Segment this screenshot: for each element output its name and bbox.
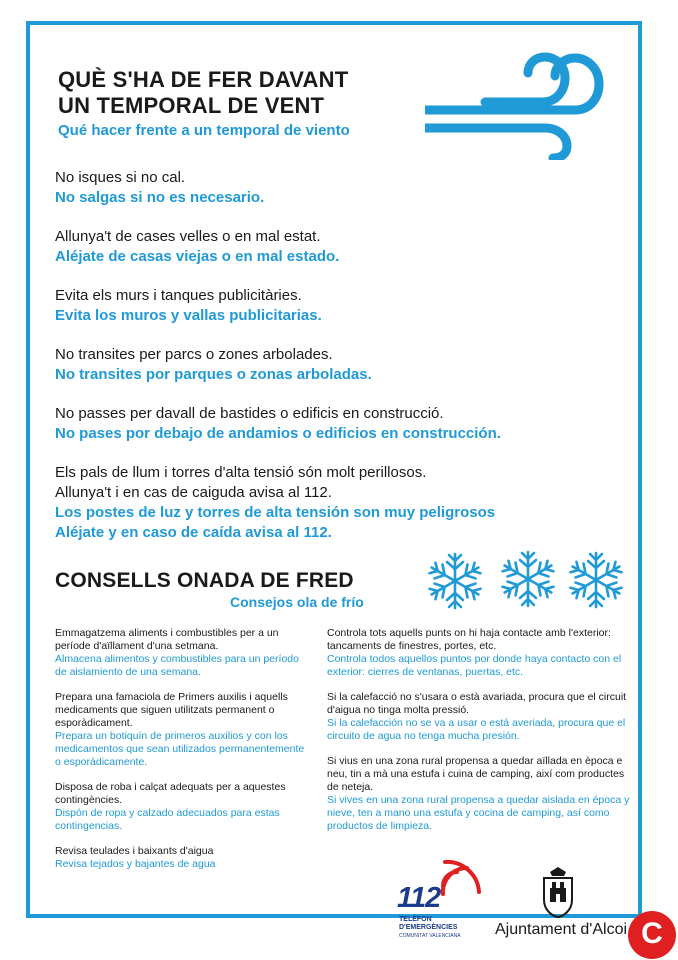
snowflake-icon: [566, 550, 626, 610]
page-title: [58, 67, 418, 119]
list-item: No passes per davall de bastides o edificis en construcció. No pases por debajo de andamios o edificios en construcción.: [55, 405, 501, 442]
snowflake-icon: [498, 549, 558, 609]
list-item: Si la calefacció no s'usara o està avariada, procura que el circuit d'aigua no tinga molta pressió. Si la calefacción no se va a usar o está averiada, procura que el circuito de agua no tenga mucha presión.: [327, 691, 627, 742]
list-item: Emmagatzema aliments i combustibles per a un període d'aïllament d'una setmana. Almacena alimentos y combustibles para un período de aislamiento de una semana.: [55, 627, 299, 678]
title-line-2: UN TEMPORAL DE VENT: [58, 93, 325, 118]
cold-tips-right: [327, 627, 637, 845]
wind-icon: [425, 40, 605, 160]
list-item: Els pals de llum i torres d'alta tensió són molt perillosos. Allunya't i en cas de caiguda avisa al 112. Los postes de luz y torres de alta tensión son muy peligrosos Aléjate y en caso de caída avisa al 112.: [55, 464, 496, 541]
section-subtitle: Consejos ola de frío: [230, 594, 364, 610]
logo-112-text: TELÈFON D'EMERGÈNCIES: [399, 916, 458, 931]
section-title: CONSELLS ONADA DE FRED: [55, 569, 354, 592]
signal-icon: [433, 856, 488, 896]
logo-112: [393, 856, 488, 948]
list-item: Disposa de roba i calçat adequats per a aquestes contingències. Dispón de ropa y calzado adecuados para estas contingencias.: [55, 781, 286, 832]
list-item: Controla tots aquells punts on hi haja contacte amb l'exterior: tancaments de finestres, portes, etc. Controla todos aquellos puntos por donde haya contacto con el exterior: cierres de ventanas, puertas, etc.: [327, 627, 622, 678]
list-item: Evita els murs i tanques publicitàries. Evita los muros y vallas publicitarias.: [55, 287, 322, 324]
logo-112-region: COMUNITAT VALENCIANA: [399, 933, 461, 939]
list-item: Prepara una famaciola de Primers auxilis i aquells medicaments que siguen utilitzats permanent o esporàdicament. Prepara un botiquín de primeros auxilios y con los medicamentos que sean utilizados permanentemente o esporádicamente.: [55, 691, 305, 768]
crest-icon: [540, 866, 576, 918]
snowflake-icon: [425, 551, 485, 611]
list-item: Si vius en una zona rural propensa a quedar aïllada en època e neu, tin a mà una estufa i cuina de camping, així com productes de neteja. Si vives en una zona rural propensa a quedar aislada en época y nieve, ten a mano una estufa y cocina de camping, así como productos de limpieza.: [327, 755, 630, 832]
list-item: Allunya't de cases velles o en mal estat. Aléjate de casas viejas o en mal estado.: [55, 228, 340, 265]
wind-tips-list: [55, 168, 625, 543]
list-item: No isques si no cal. No salgas si no es necesario.: [55, 169, 265, 206]
page-subtitle: Qué hacer frente a un temporal de viento: [58, 122, 350, 139]
council-name: Ajuntament d'Alcoi: [495, 921, 628, 938]
title-line-1: QUÈ S'HA DE FER DAVANT: [58, 67, 349, 92]
watermark-badge: C: [628, 911, 676, 959]
list-item: Revisa teulades i baixants d'aigua Revisa tejados y bajantes de agua: [55, 845, 216, 870]
logo-112-number: 112: [397, 882, 441, 914]
cold-tips-left: [55, 627, 310, 883]
list-item: No transites per parcs o zones arbolades. No transites por parques o zonas arboladas.: [55, 346, 372, 383]
